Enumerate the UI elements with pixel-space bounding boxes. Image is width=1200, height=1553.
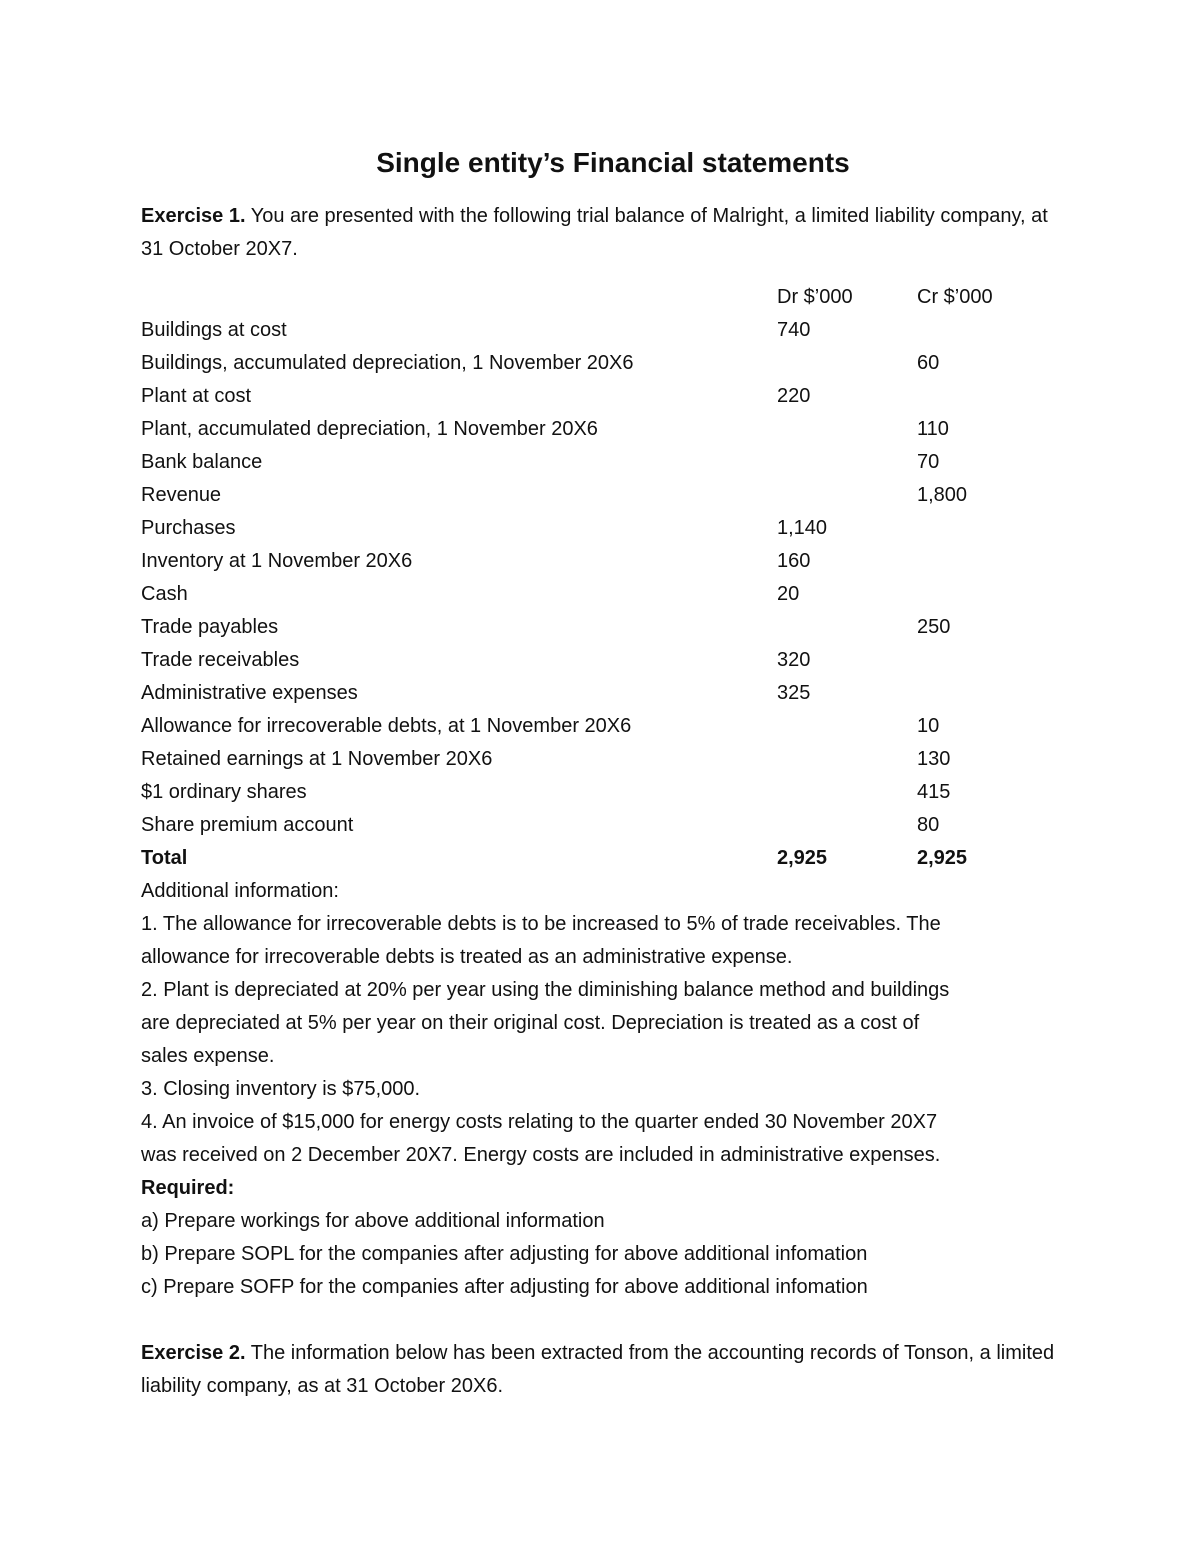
exercise-1-intro	[141, 200, 1071, 266]
total-dr-value: 2,925	[777, 847, 828, 869]
row-cr-value: 70	[917, 451, 940, 473]
row-label: Cash	[141, 583, 188, 605]
table-row	[141, 512, 1041, 545]
exercise-1-intro-text: You are presented with the following trial balance of Malright, a limited liability company, at 31 October 20X7.	[141, 205, 1048, 260]
row-label: Retained earnings at 1 November 20X6	[141, 748, 493, 770]
row-cr-value: 250	[917, 616, 951, 638]
page-title: Single entity’s Financial statements	[376, 147, 850, 178]
row-dr-value: 740	[777, 319, 811, 341]
row-label: Plant, accumulated depreciation, 1 November 20X6	[141, 418, 598, 440]
additional-info-line: 3. Closing inventory is $75,000.	[141, 1078, 421, 1100]
trial-balance-header-row	[141, 281, 1041, 314]
table-row	[141, 611, 1041, 644]
additional-info-line: allowance for irrecoverable debts is treated as an administrative expense.	[141, 946, 793, 968]
additional-info-line: are depreciated at 5% per year on their original cost. Depreciation is treated as a cost of	[141, 1012, 920, 1034]
row-label: Inventory at 1 November 20X6	[141, 550, 413, 572]
row-label: Trade payables	[141, 616, 279, 638]
additional-info-line: 2. Plant is depreciated at 20% per year using the diminishing balance method and buildings	[141, 979, 950, 1001]
table-row	[141, 677, 1041, 710]
additional-info-line: was received on 2 December 20X7. Energy costs are included in administrative expenses.	[141, 1144, 941, 1166]
additional-info-line: 1. The allowance for irrecoverable debts is to be increased to 5% of trade receivables. The	[141, 913, 941, 935]
row-cr-value: 80	[917, 814, 940, 836]
row-dr-value: 320	[777, 649, 811, 671]
table-row	[141, 413, 1041, 446]
table-row	[141, 743, 1041, 776]
row-cr-value: 415	[917, 781, 951, 803]
total-label: Total	[141, 847, 188, 869]
table-row	[141, 347, 1041, 380]
table-row	[141, 644, 1041, 677]
exercise-2-heading: Exercise 2.	[141, 1342, 246, 1364]
row-dr-value: 160	[777, 550, 811, 572]
row-label: Administrative expenses	[141, 682, 358, 704]
row-cr-value: 60	[917, 352, 940, 374]
table-row	[141, 545, 1041, 578]
dr-column-header: Dr $’000	[777, 286, 853, 308]
row-label: Bank balance	[141, 451, 263, 473]
cr-column-header: Cr $’000	[917, 286, 993, 308]
row-dr-value: 325	[777, 682, 811, 704]
row-label: Buildings, accumulated depreciation, 1 November 20X6	[141, 352, 634, 374]
exercise-2-intro-text: The information below has been extracted from the accounting records of Tonson, a limited liability company, as at 31 October 20X6.	[141, 1342, 1055, 1397]
row-label: Plant at cost	[141, 385, 252, 407]
table-row	[141, 578, 1041, 611]
required-item: a) Prepare workings for above additional information	[141, 1210, 605, 1232]
exercise-2-intro	[141, 1337, 1071, 1403]
row-cr-value: 10	[917, 715, 940, 737]
row-label: Trade receivables	[141, 649, 300, 671]
row-cr-value: 130	[917, 748, 951, 770]
row-label: Buildings at cost	[141, 319, 287, 341]
table-row	[141, 380, 1041, 413]
exercise-1-heading: Exercise 1.	[141, 205, 246, 227]
row-dr-value: 20	[777, 583, 800, 605]
row-label: $1 ordinary shares	[141, 781, 307, 803]
total-cr-value: 2,925	[917, 847, 968, 869]
total-row	[141, 842, 1041, 875]
table-row	[141, 776, 1041, 809]
required-item: b) Prepare SOPL for the companies after adjusting for above additional infomation	[141, 1243, 868, 1265]
additional-info-line: sales expense.	[141, 1045, 275, 1067]
table-row	[141, 446, 1041, 479]
row-label: Allowance for irrecoverable debts, at 1 November 20X6	[141, 715, 632, 737]
required-item: c) Prepare SOFP for the companies after adjusting for above additional infomation	[141, 1276, 868, 1298]
row-dr-value: 1,140	[777, 517, 828, 539]
row-label: Revenue	[141, 484, 222, 506]
table-row	[141, 314, 1041, 347]
row-label: Share premium account	[141, 814, 354, 836]
row-dr-value: 220	[777, 385, 811, 407]
row-label: Purchases	[141, 517, 236, 539]
additional-info-heading: Additional information:	[141, 880, 339, 902]
required-heading: Required:	[141, 1177, 235, 1199]
table-row	[141, 479, 1041, 512]
row-cr-value: 1,800	[917, 484, 968, 506]
table-row	[141, 710, 1041, 743]
row-cr-value: 110	[917, 418, 949, 440]
table-row	[141, 809, 1041, 842]
additional-info-line: 4. An invoice of $15,000 for energy costs relating to the quarter ended 30 November 20X7	[141, 1111, 938, 1133]
